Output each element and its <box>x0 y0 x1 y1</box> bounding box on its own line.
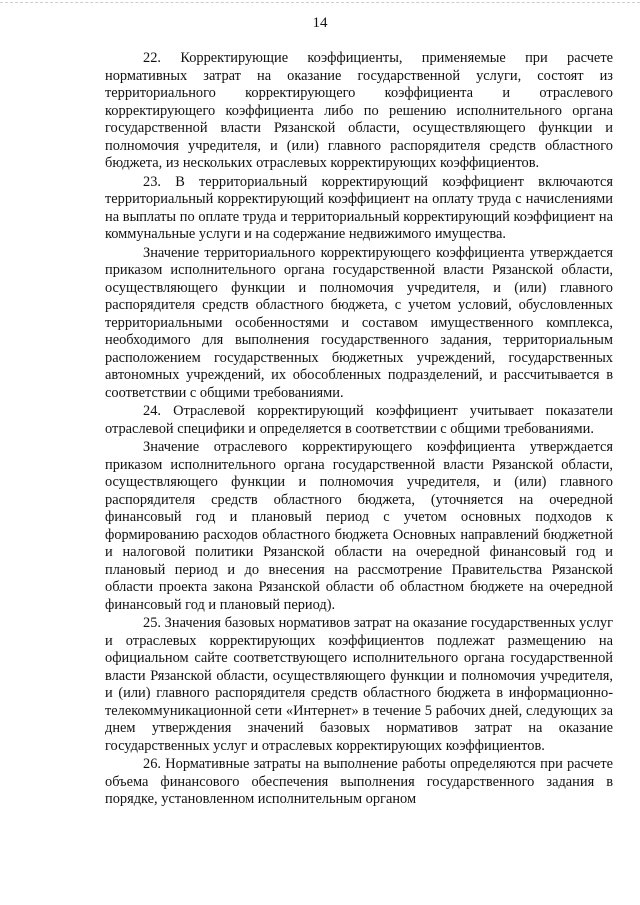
paragraph-26: 26. Нормативные затраты на выполнение работы определяются при расчете объема финансового обеспечения выполнения государственного задания в порядке, установленном исполнительным органом <box>105 756 613 807</box>
paragraph-23: 23. В территориальный корректирующий коэффициент включаются территориальный корректирующий коэффициент на оплату труда с начислениями на выплаты по оплате труда и территориальный корректирующий коэффициент на коммунальные услуги и на содержание недвижимого имущества. <box>105 173 613 242</box>
paragraph-22: 22. Корректирующие коэффициенты, применяемые при расчете нормативных затрат на оказание государственной услуги, состоят из территориального корректирующего коэффициента и отраслевого корректирующего коэффициента либо по решению исполнительного органа государственной власти Рязанской области, осуществляющего функции и полномочия учредителя, и (или) главного распорядителя средств областного бюджета, из нескольких отраслевых корректирующих коэффициентов. <box>105 50 613 171</box>
page-number: 14 <box>312 15 328 31</box>
paragraph-industry-coefficient-value: Значение отраслевого корректирующего коэффициента утверждается приказом исполнительного органа государственной власти Рязанской области, осуществляющего функции и полномочия учредителя, и (или) главного распорядителя средств областного бюджета, (уточняется на очередной финансовый год и плановый период с учетом основных подходов к формированию расходов областного бюджета Основных направлений бюджетной и налоговой политики Рязанской области на очередной финансовый год и плановый период и до внесения на рассмотрение Правительства Рязанской области проекта закона Рязанской области об областном бюджете на очередной финансовый год и плановый период). <box>105 439 613 613</box>
paragraph-25: 25. Значения базовых нормативов затрат на оказание государственных услуг и отраслевых корректирующих коэффициентов подлежат размещению на официальном сайте соответствующего исполнительного органа государственной власти Рязанской области, осуществляющего функции и полномочия учредителя, и (или) главного распорядителя средств областного бюджета в информационно-телекоммуникационной сети «Интернет» в течение 5 рабочих дней, следующих за днем утверждения значений базовых нормативов затрат на оказание государственных услуг и отраслевых корректирующих коэффициентов. <box>105 615 613 754</box>
paragraph-24: 24. Отраслевой корректирующий коэффициент учитывает показатели отраслевой специфики и определяется в соответствии с общими требованиями. <box>105 403 613 437</box>
scan-edge-line <box>0 2 640 5</box>
paragraph-territorial-coefficient-value: Значение территориального корректирующего коэффициента утверждается приказом исполнительного органа государственной власти Рязанской области, осуществляющего функции и полномочия учредителя, и (или) главного распорядителя средств областного бюджета, с учетом условий, обусловленных территориальными особенностями и составом имущественного комплекса, необходимого для выполнения государственного задания, территориальным расположением государственных бюджетных учреждений, государственных автономных учреждений, их обособленных подразделений, и рассчитывается в соответствии с общими требованиями. <box>105 244 613 401</box>
document-body <box>105 50 613 809</box>
